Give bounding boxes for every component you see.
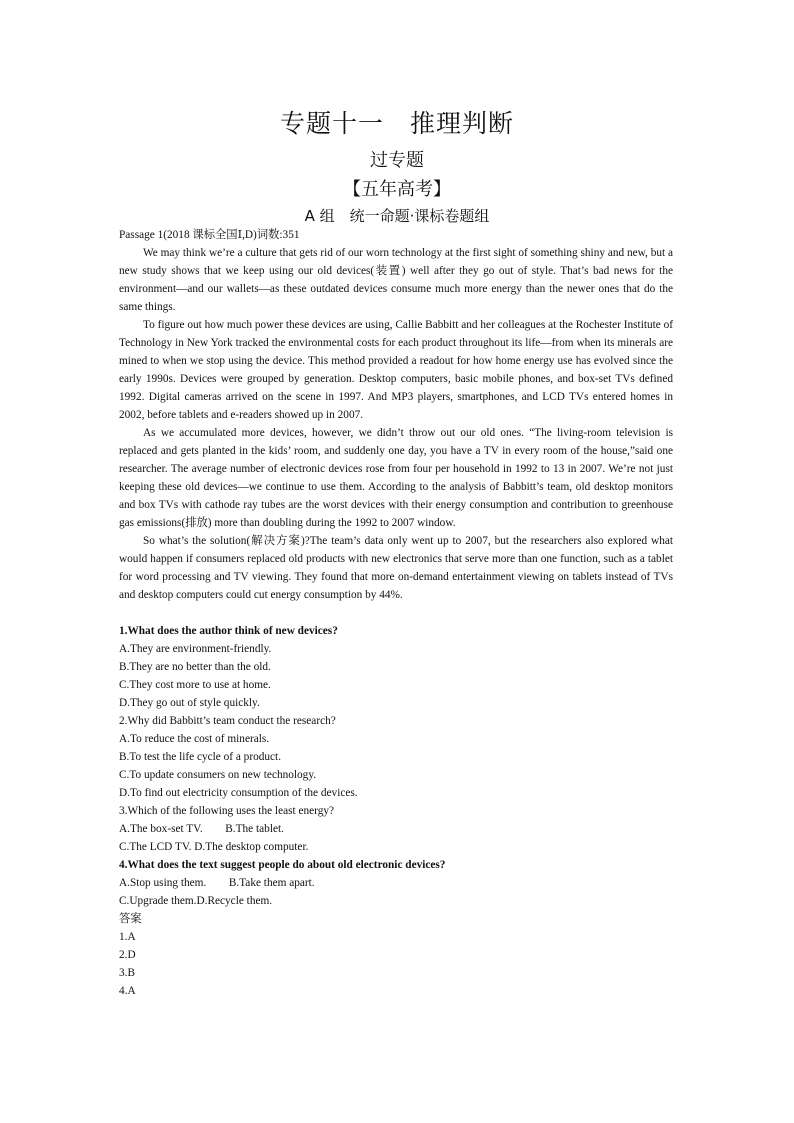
question-3: 3.Which of the following uses the least energy? bbox=[119, 805, 334, 817]
question-1-option-c: C.They cost more to use at home. bbox=[119, 679, 271, 691]
group-heading: A 组 统一命题·课标卷题组 bbox=[304, 207, 490, 225]
passage-paragraph-1: We may think we’re a culture that gets rid of our worn technology at the first sight of something shiny and new, but a new study shows that we keep using our old devices(装置) well after they go out of style. That’s bad news for the environment—and our wallets—as these outdated devices consume much more energy than the newer ones that do the same things. bbox=[119, 247, 673, 313]
question-1-option-b: B.They are no better than the old. bbox=[119, 661, 271, 673]
question-4: 4.What does the text suggest people do about old electronic devices? bbox=[119, 859, 446, 871]
question-4-options-ab: A.Stop using them. B.Take them apart. bbox=[119, 877, 315, 889]
page-title: 专题十一 推理判断 bbox=[279, 109, 514, 138]
question-1: 1.What does the author think of new devices? bbox=[119, 625, 338, 637]
passage-paragraph-3: As we accumulated more devices, however, we didn’t throw out our old ones. “The living-room television is replaced and gets planted in the kids’ room, and suddenly one day, you have a TV in every room of the house,”said one researcher. The average number of electronic devices rose from four per household in 1992 to 13 in 2007. We’re not just keeping these old devices—we continue to use them. According to the analysis of Babbitt’s team, old desktop monitors and box TVs with cathode ray tubes are the worst devices with their energy consumption and contribution to greenhouse gas emissions(排放) more than doubling during the 1992 to 2007 window. bbox=[119, 427, 673, 529]
question-1-option-a: A.They are environment-friendly. bbox=[119, 643, 272, 655]
answer-1: 1.A bbox=[119, 931, 136, 943]
page-subtitle: 过专题 bbox=[370, 150, 424, 171]
answer-4: 4.A bbox=[119, 985, 136, 997]
passage-paragraph-2: To figure out how much power these devices are using, Callie Babbitt and her colleagues at the Rochester Institute of Technology in New York tracked the environmental costs for each product throughout its life—from when its minerals are mined to when we stop using the device. This method provided a readout for how home energy use has evolved since the early 1990s. Devices were grouped by generation. Desktop computers, basic mobile phones, and box-set TVs defined 1992. Digital cameras arrived on the scene in 1997. And MP3 players, smartphones, and LCD TVs entered homes in 2002, before tablets and e-readers showed up in 2007. bbox=[119, 319, 674, 421]
question-2-option-b: B.To test the life cycle of a product. bbox=[119, 751, 282, 763]
question-3-options-ab: A.The box-set TV. B.The tablet. bbox=[119, 823, 284, 835]
answer-3: 3.B bbox=[119, 967, 136, 979]
answer-2: 2.D bbox=[119, 949, 136, 961]
answers-label: 答案 bbox=[119, 913, 142, 925]
question-2-option-d: D.To find out electricity consumption of the devices. bbox=[119, 787, 358, 799]
passage-label: Passage 1(2018 课标全国Ⅰ,D)词数:351 bbox=[119, 229, 300, 241]
passage-text bbox=[119, 244, 673, 604]
question-2-option-a: A.To reduce the cost of minerals. bbox=[119, 733, 270, 745]
section-heading: 【五年高考】 bbox=[343, 179, 451, 200]
passage-paragraph-4: So what’s the solution(解决方案)?The team’s data only went up to 2007, but the researchers also explored what would happen if consumers replaced old products with new electronics that serve more than one function, such as a tablet for word processing and TV viewing. They found that more on-demand entertainment viewing on tablets instead of TVs and desktop computers could cut energy consumption by 44%. bbox=[119, 535, 673, 601]
question-4-options-cd: C.Upgrade them.D.Recycle them. bbox=[119, 895, 273, 907]
question-2-option-c: C.To update consumers on new technology. bbox=[119, 769, 317, 781]
question-1-option-d: D.They go out of style quickly. bbox=[119, 697, 260, 709]
question-3-options-cd: C.The LCD TV. D.The desktop computer. bbox=[119, 841, 309, 853]
document-body bbox=[119, 226, 673, 1000]
question-2: 2.Why did Babbitt’s team conduct the research? bbox=[119, 715, 336, 727]
